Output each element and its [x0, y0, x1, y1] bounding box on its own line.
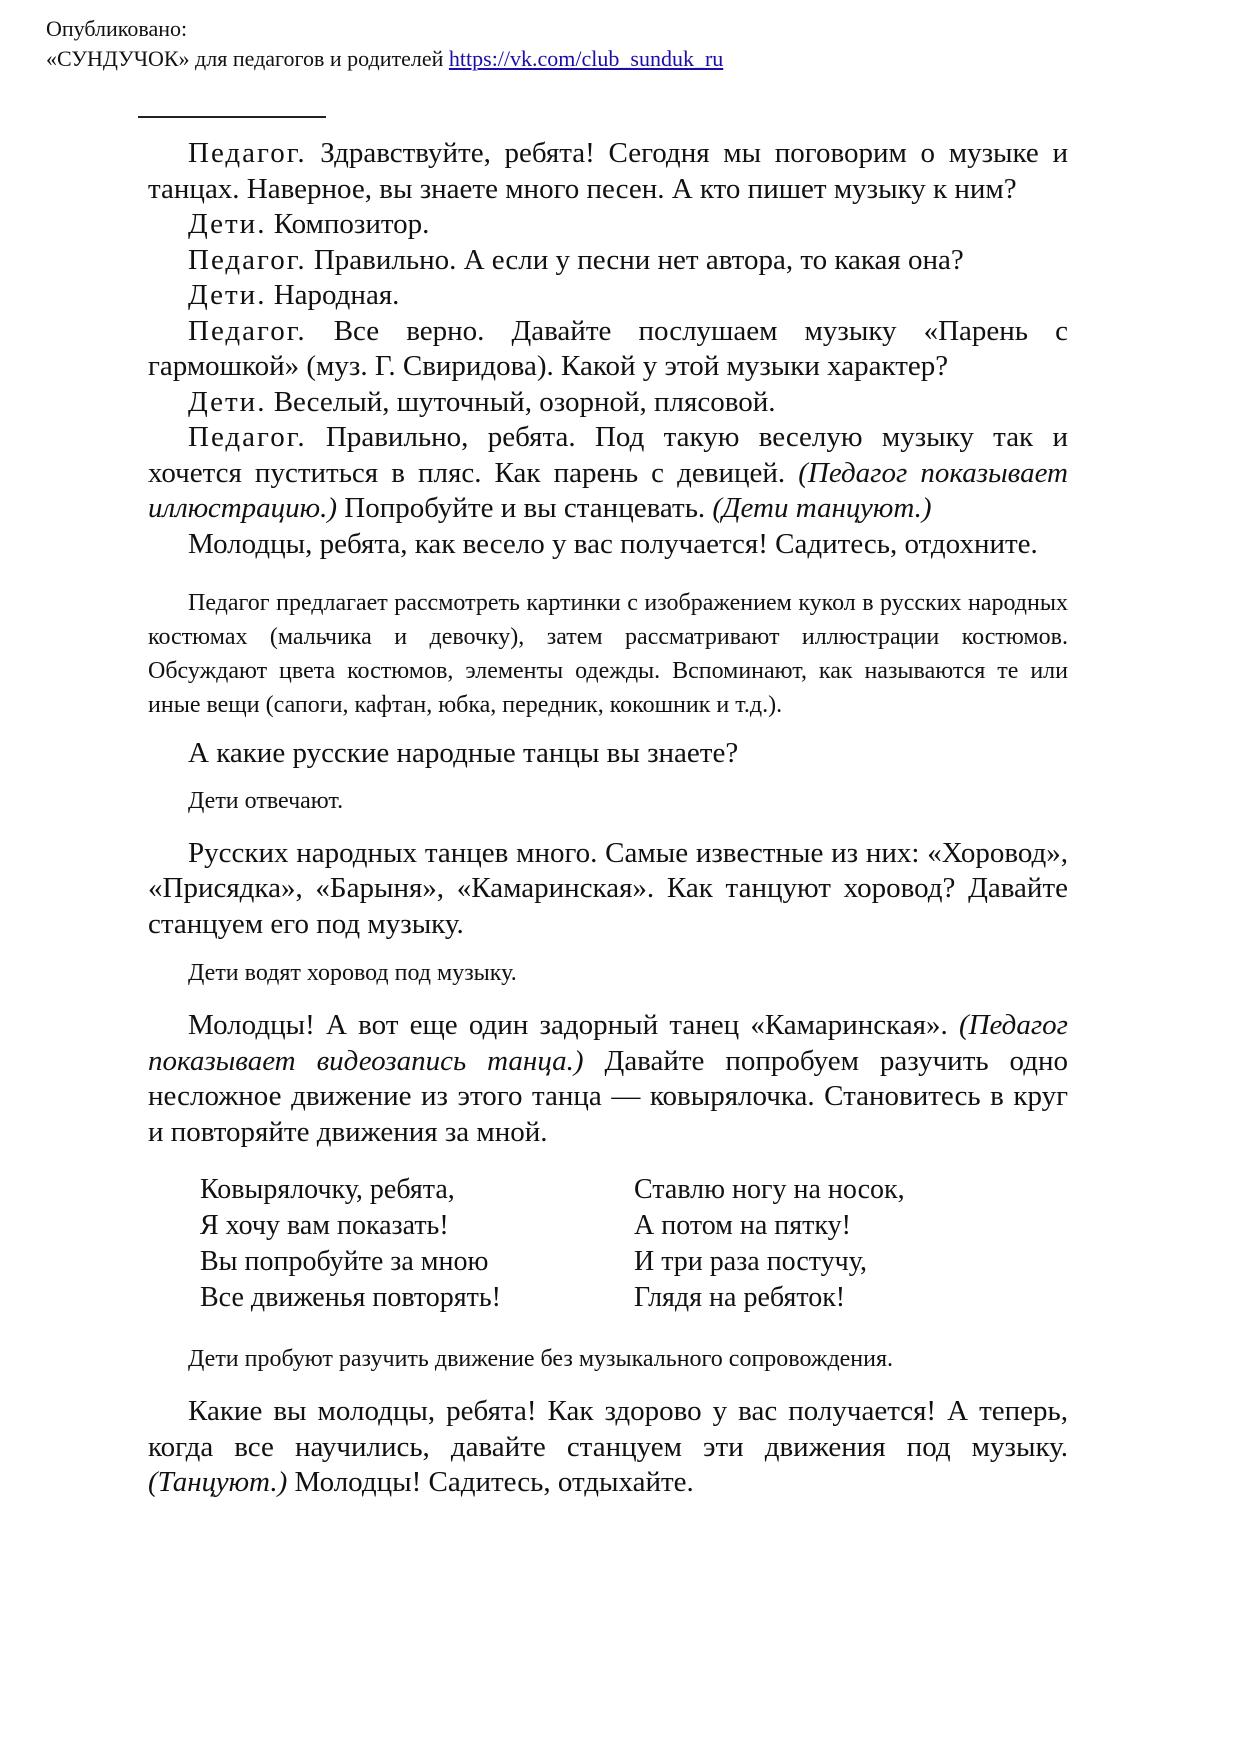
paragraph-teacher-dance: [148, 420, 1068, 527]
paragraph-text: Композитор.: [266, 208, 430, 240]
paragraph-children-answer-3: [148, 385, 1068, 421]
stage-direction: (Дети танцуют.): [712, 492, 932, 524]
paragraph-text: Давайте попробуем разучить одно несложное движение из этого танца — ковырялочка. Становитесь в круг и повторяйте движения за мной.: [148, 1044, 1068, 1148]
paragraph-text: Какие вы молодцы, ребята! Как здорово у вас получается! А теперь, когда все научились, давайте станцуем эти движения под музыку.: [148, 1395, 1068, 1463]
paragraph-text: Попробуйте и вы станцевать.: [337, 492, 713, 524]
poem-line: Ковырялочку, ребята,: [200, 1174, 455, 1205]
poem-right-stanza: [634, 1172, 1068, 1316]
footnote-rule: [138, 116, 326, 118]
paragraph-text: Молодцы! Садитесь, отдыхайте.: [287, 1466, 694, 1498]
speaker-label: Дети.: [188, 279, 267, 311]
speaker-label: Педагог.: [188, 243, 307, 276]
paragraph-text: Веселый, шуточный, озорной, плясовой.: [266, 385, 776, 418]
paragraph-teacher-question: [148, 243, 1068, 279]
published-label: Опубликовано:: [46, 16, 188, 41]
paragraph-text: Правильно, ребята. Под такую веселую музыку так и хочется пуститься в пляс. Как парень с девицей.: [148, 421, 1068, 489]
paragraph-dances-question: А какие русские народные танцы вы знаете?: [188, 737, 739, 769]
source-line: [46, 44, 723, 74]
note-practice: Дети пробуют разучить движение без музыкального сопровождения.: [188, 1346, 894, 1372]
poem-line: Я хочу вам показать!: [200, 1210, 449, 1241]
poem-left-stanza: [200, 1172, 634, 1316]
paragraph-text: Здравствуйте, ребята! Сегодня мы поговорим о музыке и танцах. Наверное, вы знаете много песен. А кто пишет музыку к ним?: [148, 137, 1068, 205]
speaker-label: Педагог.: [188, 137, 307, 169]
paragraph-text: Молодцы! А вот еще один задорный танец «Камаринская».: [188, 1009, 959, 1041]
publication-header: [46, 14, 723, 74]
poem-line: И три раза постучу,: [634, 1246, 867, 1277]
paragraph-kamarinskaya: [148, 1008, 1068, 1150]
poem-line: Ставлю ногу на носок,: [634, 1174, 905, 1205]
paragraph-text: Правильно. А если у песни нет автора, то какая она?: [306, 243, 964, 276]
document-body: [148, 136, 1068, 1501]
paragraph-text: Народная.: [266, 279, 400, 311]
source-name: «СУНДУЧОК» для педагогов и родителей: [46, 46, 449, 71]
paragraph-final-praise: [148, 1394, 1068, 1501]
speaker-label: Педагог.: [188, 314, 307, 347]
paragraph-children-answer-1: [148, 207, 1068, 243]
speaker-label: Дети.: [188, 385, 267, 418]
note-costumes: Педагог предлагает рассмотреть картинки с изображением кукол в русских народных костюмах (мальчика и девочку), затем рассматривают иллюстрации костюмов. Обсуждают цвета костюмов, элементы одежды. Вспоминают, как называются те или иные вещи (сапоги, кафтан, юбка, передник, кокошник и т.д.).: [148, 590, 1068, 718]
poem: [200, 1172, 1068, 1316]
poem-line: Глядя на ребяток!: [634, 1282, 846, 1313]
speaker-label: Дети.: [188, 208, 267, 240]
paragraph-text: Все верно. Давайте послушаем музыку «Парень с гармошкой» (муз. Г. Свиридова). Какой у этой музыки характер?: [148, 314, 1068, 382]
poem-line: Все движенья повторять!: [200, 1282, 501, 1313]
stage-direction: (Танцуют.): [148, 1466, 288, 1498]
stage-direction: (Педагог показывает иллюстрацию.): [148, 456, 1068, 524]
paragraph-teacher-music: [148, 314, 1068, 385]
note-khorovod: Дети водят хоровод под музыку.: [188, 960, 517, 986]
poem-line: А потом на пятку!: [634, 1210, 851, 1241]
stage-direction: (Педагог показывает видеозапись танца.): [148, 1009, 1068, 1077]
source-link[interactable]: https://vk.com/club_sunduk_ru: [448, 46, 724, 71]
paragraph-teacher-greeting: [148, 136, 1068, 207]
paragraph-dances-list: Русских народных танцев много. Самые известные из них: «Хоровод», «Присядка», «Барыня», «Камаринская». Как танцуют хоровод? Давайте станцуем его под музыку.: [148, 836, 1068, 940]
paragraph-praise: Молодцы, ребята, как весело у вас получается! Садитесь, отдохните.: [188, 527, 1038, 560]
poem-line: Вы попробуйте за мною: [200, 1246, 489, 1277]
speaker-label: Педагог.: [188, 421, 307, 453]
note-children-answer: Дети отвечают.: [188, 787, 344, 814]
paragraph-children-answer-2: [148, 278, 1068, 314]
